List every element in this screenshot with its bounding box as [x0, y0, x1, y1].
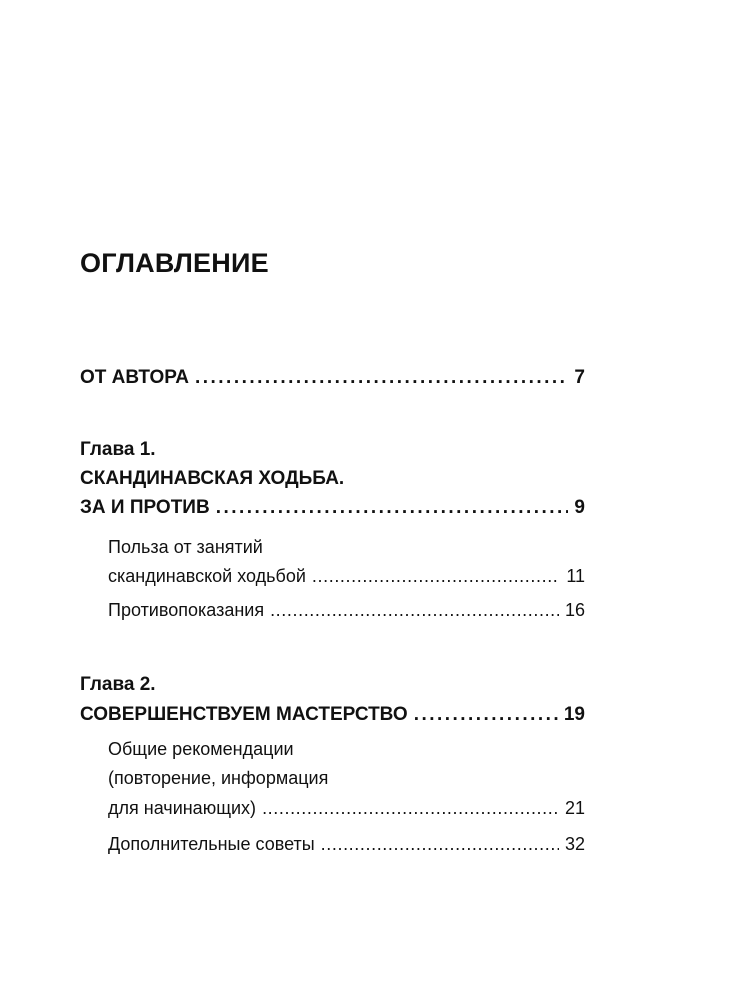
- chapter-1-sub-1-line-1[interactable]: Польза от занятий: [108, 537, 263, 557]
- toc-entry-chapter-2-sub-1[interactable]: [108, 798, 585, 819]
- toc-page-number: 9: [574, 497, 585, 518]
- toc-entry-chapter-2-sub-2[interactable]: [108, 834, 585, 855]
- dot-leader: [195, 367, 568, 389]
- toc-page-number: 16: [564, 600, 585, 620]
- chapter-1-heading: Глава 1.: [80, 439, 156, 460]
- dot-leader: [312, 566, 560, 587]
- chapter-1-title-line-2: ЗА И ПРОТИВ: [80, 497, 210, 518]
- dot-leader: [216, 497, 569, 519]
- toc-page-number: 11: [566, 566, 585, 586]
- toc-entry-label: ОТ АВТОРА: [80, 367, 190, 388]
- toc-page-number: 7: [574, 367, 585, 388]
- dot-leader: [262, 798, 559, 819]
- dot-leader: [321, 834, 559, 855]
- toc-page-number: 21: [564, 798, 585, 818]
- toc-page-number: 19: [563, 704, 585, 725]
- toc-entry-author[interactable]: [80, 367, 585, 389]
- dot-leader: [270, 600, 559, 621]
- page-title: ОГЛАВЛЕНИЕ: [80, 248, 269, 278]
- chapter-2-title: СОВЕРШЕНСТВУЕМ МАСТЕРСТВО: [80, 704, 408, 725]
- dot-leader: [414, 704, 558, 726]
- toc-entry-chapter-1-sub-1[interactable]: [108, 566, 585, 587]
- chapter-2-sub-1-line-3: для начинающих): [108, 798, 257, 818]
- toc-page-number: 32: [564, 834, 585, 854]
- chapter-2-sub-2-label: Дополнительные советы: [108, 834, 315, 854]
- chapter-2-sub-1-line-1[interactable]: Общие рекомендации: [108, 739, 294, 759]
- chapter-1-sub-1-line-2: скандинавской ходьбой: [108, 566, 306, 586]
- chapter-1-title-line-1[interactable]: СКАНДИНАВСКАЯ ХОДЬБА.: [80, 468, 345, 489]
- toc-entry-chapter-1-sub-2[interactable]: [108, 600, 585, 621]
- chapter-1-sub-2-label: Противопоказания: [108, 600, 265, 620]
- chapter-2-sub-1-line-2[interactable]: (повторение, информация: [108, 768, 329, 788]
- toc-entry-chapter-2[interactable]: [80, 704, 585, 726]
- chapter-2-heading: Глава 2.: [80, 674, 156, 695]
- toc-entry-chapter-1[interactable]: [80, 497, 585, 519]
